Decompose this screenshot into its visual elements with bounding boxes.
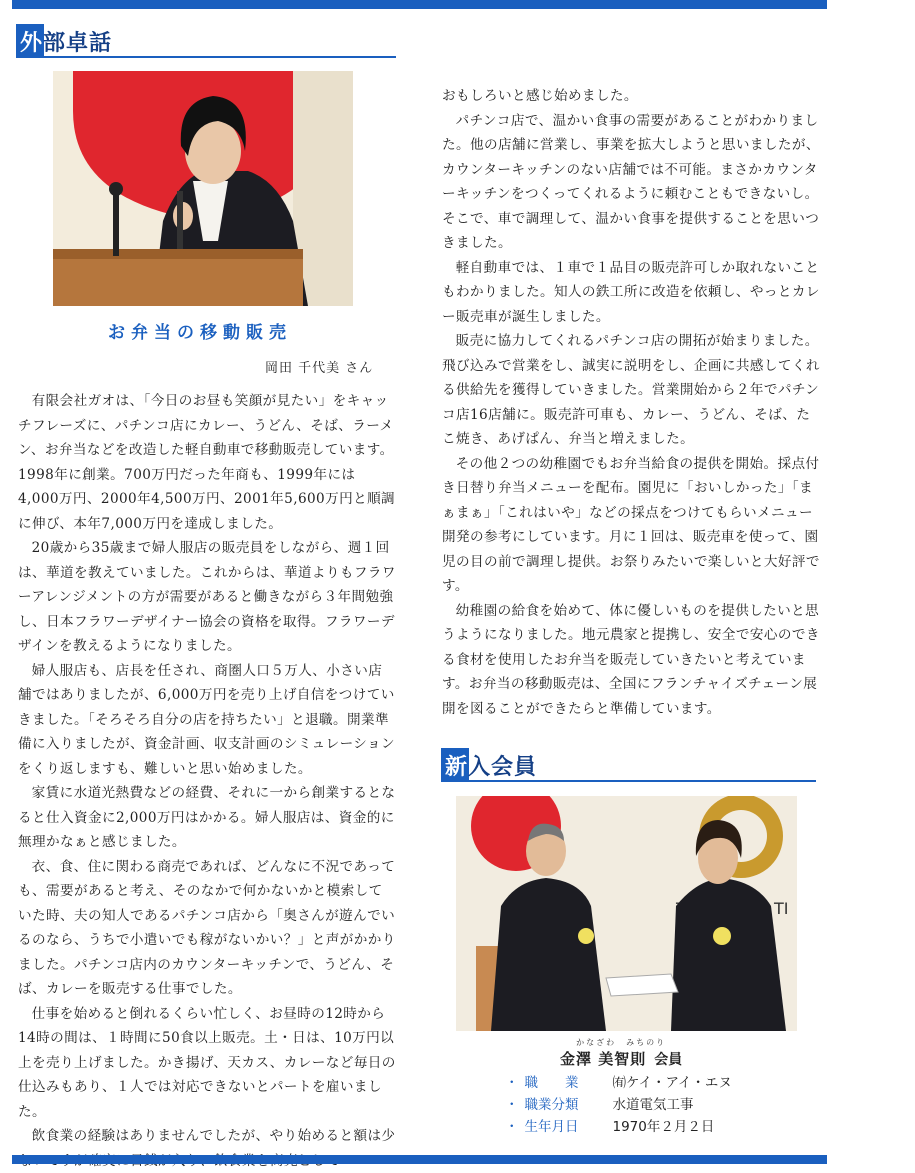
section-header-guest-talk <box>16 22 396 58</box>
new-member-photo <box>456 796 797 1031</box>
bottom-border-bar <box>12 1155 827 1164</box>
info-row <box>505 1092 732 1114</box>
section-title: 新入会員 <box>445 755 538 780</box>
article-column-right <box>442 84 820 721</box>
info-label: 生年月日 <box>524 1119 579 1135</box>
speaker-photo <box>53 71 353 306</box>
info-value: ㈲ケイ・アイ・エヌ <box>612 1075 732 1091</box>
top-border-bar <box>12 0 827 9</box>
bullet-dot: ・ <box>505 1075 519 1091</box>
member-name-block <box>560 1038 682 1069</box>
section-header-new-member <box>441 744 816 782</box>
paragraph: 家賃に水道光熱費などの経費、それに一から創業するとなると仕入資金に2,000万円はかかる。婦人服店は、資金的に無理かなぁと感じました。 <box>18 785 396 850</box>
paragraph: その他２つの幼稚園でもお弁当給食の提供を開始。採点付き日替り弁当メニューを配布。園児に「おいしかった」「まぁまぁ」「これはいや」などの採点をつけてもらいメニュー開発の参考にしています。月に１回は、販売車を使って、園児の目の前で調理し提供。お祭りみたいで楽しいと大好評です。 <box>442 455 820 594</box>
paragraph: 仕事を始めると倒れるくらい忙しく、お昼時の12時から14時の間は、１時間に50食以上販売。土・日は、10万円以上を売り上げました。かき揚げ、天カス、カレーなど毎日の仕込みもあり、１人では対応できないとパートを雇いました。 <box>18 1005 396 1120</box>
member-info-list <box>505 1070 732 1136</box>
info-row <box>505 1070 732 1092</box>
paragraph: 飲食業の経験はありませんでしたが、やり始めると額は少 <box>31 1128 396 1144</box>
paragraph: 販売に協力してくれるパチンコ店の開拓が始まりました。飛び込みで営業をし、誠実に説明をし、企画に共感してくれる供給先を獲得していきました。営業開始から２年でパチンコ店16店舗に。販売許可車も、カレー、うどん、そば、たこ焼き、あげぱん、弁当と増えました。 <box>442 333 820 447</box>
speaker-name: 岡田 千代美 さん <box>265 361 374 376</box>
paragraph: 有限会社ガオは、「今日のお昼も笑顔が見たい」をキャッチフレーズに、パチンコ店にカレー、うどん、そば、ラーメン、お弁当などを改造した軽自動車で移動販売しています。1998年に創業。700万円だった年商も、1999年には4,000万円、2000年4,500万円、2001年5,600万円と順調に伸び、本年7,000万円を達成しました。 <box>18 393 396 532</box>
info-label: 職業分類 <box>524 1097 579 1113</box>
bullet-dot: ・ <box>505 1097 519 1113</box>
section-title: 外部卓話 <box>20 31 113 56</box>
info-value: 水道電気工事 <box>612 1097 694 1113</box>
bullet-dot: ・ <box>505 1119 519 1135</box>
paragraph-continued: おもしろいと感じ始めました。 <box>442 88 638 104</box>
member-name: 金澤 美智則 <box>560 1050 647 1068</box>
paragraph: パチンコ店で、温かい食事の需要があることがわかりました。他の店舗に営業し、事業を拡大しようと思いましたが、カウンターキッチンのない店舗では不可能。まさかカウンターキッチンをつくってくれるように頼むこともできないし。そこで、車で調理して、温かい食事を提供することを思いつきました。 <box>442 112 820 251</box>
info-label: 職 業 <box>524 1075 579 1091</box>
member-name-ruby: かなざわ みちのり <box>576 1038 667 1047</box>
paragraph: 軽自動車では、１車で１品目の販売許可しか取れないこともわかりました。知人の鉄工所に改造を依頼し、やっとカレー販売車が誕生しました。 <box>442 259 820 325</box>
paragraph: 衣、食、住に関わる商売であれば、どんなに不況であっても、需要があると考え、そのなかで何かないかと模索していた時、夫の知人であるパチンコ店から「奥さんが遊んでいるのなら、うちで小遣いでも稼がないかい？」と声がかかりました。パチンコ店内のカウンターキッチンで、うどん、そば、カレーを販売する仕事でした。 <box>18 858 396 997</box>
new-member-photo-illustration <box>456 796 797 1031</box>
member-suffix: 会員 <box>654 1052 683 1068</box>
svg-text:TI: TI <box>774 899 789 918</box>
info-row <box>505 1114 732 1136</box>
paragraph: 婦人服店も、店長を任され、商圏人口５万人、小さい店舗ではありましたが、6,000万円を売り上げ自信をつけていきました。「そろそろ自分の店を持ちたい」と退職。開業準備に入りましたが、資金計画、収支計画のシミュレーションをくり返しますも、難しいと思い始めました。 <box>18 662 396 777</box>
speaker-photo-illustration <box>53 71 353 306</box>
article-subtitle: お弁当の移動販売 <box>108 323 292 343</box>
paragraph: 20歳から35歳まで婦人服店の販売員をしながら、週１回は、華道を教えていました。これからは、華道よりもフラワーアレンジメントの方が需要があると働きながら３年間勉強し、日本フラワーデザイナー協会の資格を取得。フラワーデザインを教えるようになりました。 <box>18 540 396 654</box>
paragraph: 幼稚園の給食を始めて、体に優しいものを提供したいと思うようになりました。地元農家と提携し、安全で安心のできる食材を使用したお弁当を販売していきたいと考えています。お弁当の移動販売は、全国にフランチャイズチェーン展開を図ることができたらと準備しています。 <box>442 602 820 717</box>
article-column-left <box>18 389 396 1173</box>
info-value: 1970年２月２日 <box>612 1119 715 1135</box>
